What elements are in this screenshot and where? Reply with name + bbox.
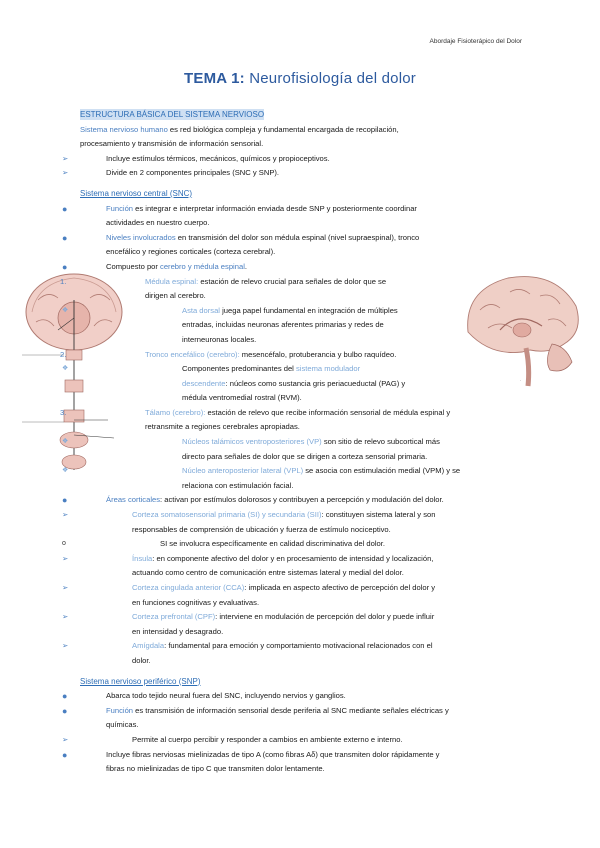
list-item: ➢ Incluye estímulos térmicos, mecánicos, químicos y propioceptivos. bbox=[62, 153, 330, 163]
intro-paragraph: Sistema nervioso humano es red biológica compleja y fundamental encargada de recopilación, bbox=[80, 124, 399, 134]
list-item: ➢ Amígdala: fundamental para emoción y comportamiento motivacional relacionados con el bbox=[62, 641, 433, 651]
list-item: ➢ Corteza somatosensorial primaria (SI) y secundaria (SII): constituyen sistema lateral y son bbox=[62, 510, 436, 520]
list-item: 2. Tronco encefálico (cerebro): mesencéfalo, protuberancia y bulbo raquídeo. bbox=[60, 349, 397, 359]
list-item: ➢ Corteza prefrontal (CPF): interviene en modulación de percepción del dolor y puede influir bbox=[62, 612, 435, 622]
list-item: ● Compuesto por cerebro y médula espinal. bbox=[62, 261, 248, 272]
list-item: o SI se involucra específicamente en calidad discriminativa del dolor. bbox=[62, 539, 385, 549]
document-body: ESTRUCTURA BÁSICA DEL SISTEMA NERVIOSO Sistema nervioso humano es red biológica compleja y fundamental encargada de recopilación, procesamiento y transmisión de información sensorial. ➢ Incluye estímulos térmicos, mecánicos, químicos y propioceptivos. ➢ Divide en 2 componentes principales (SNC y SNP). Sistema nervioso central (SNC) ● Función es integrar e interpretar información enviada desde SNP y posteriormente coordinar actividades en nuestro cuerpo. ● Niveles involucrados en transmisión del dolor son médula espinal (nivel supraespinal), tronco encefálico y regiones corticales (corteza cerebral). ● Compuesto por cerebro y médula espinal. 1. Médula espinal: estación de relevo crucial para señales de dolor que se dirigen al cerebro. ❖ Asta dorsal juega papel fundamental en integración de múltiples entradas, incluidas neuronas aferentes primarias y redes de interneuronas locales. 2. Tronco encefálico (cerebro): mesencéfalo, protuberancia y bulbo raquídeo. ❖ Componentes predominantes del sistema modulador descendente: núcleos como sustancia gris periacueductal (PAG) y médula ventromedial rostral (RVM). 3. Tálamo (cerebro): estación de relevo que recibe información sensorial de médula espinal y retransmite a regiones cerebrales apropiadas. ❖ Núcleos talámicos ventroposteriores (VP) son sitio de relevo subcortical más directo para señales de dolor que se dirigen a corteza sensorial primaria. ❖ Núcleo anteroposterior lateral (VPL) se asocia con estimulación medial (VPM) y se relaciona con estimulación facial. ● Áreas corticales: activan por estímulos dolorosos y contribuyen a percepción y modulación del dolor. ➢ Corteza somatosensorial primaria (SI) y secundaria (SII): constituyen sistema lateral y son responsables de comprensión de ubicación y fuerza de estímulo nociceptivo. o SI se involucra específicamente en calidad discriminativa del dolor. ➢ Ínsula: en componente afectivo del dolor y en procesamiento de intensidad y localización, actuando como centro de comunicación entre sistemas lateral y medial del dolor. ➢ Corteza cingulada anterior (CCA): implicada en aspecto afectivo de percepción del dolor y en funciones cognitivas y evaluativas. ➢ Corteza prefrontal (CPF): interviene en modulación de percepción del dolor y puede influir en intensidad y desagrado. ➢ Amígdala: fundamental para emoción y comportamiento motivacional relacionados con el dolor. Sistema nervioso periférico (SNP) ● Abarca todo tejido neural fuera del SNC, incluyendo nervios y ganglios. ● Función es transmisión de información sensorial desde periferia al SNC mediante señales eléctricas y químicas. ➢ Permite al cuerpo percibir y responder a cambios en ambiente externo e interno. ● Incluye fibras nerviosas mielinizadas de tipo A (como fibras Aδ) que transmiten dolor rápidamente y fibras no mielinizadas de tipo C que transmiten dolor lentamente. bbox=[78, 108, 520, 777]
list-item: ● Áreas corticales: activan por estímulos dolorosos y contribuyen a percepción y modulación del dolor. bbox=[62, 495, 444, 506]
list-item: 3. Tálamo (cerebro): estación de relevo que recibe información sensorial de médula espinal y bbox=[60, 407, 451, 417]
page-title bbox=[0, 70, 600, 87]
list-item: ➢ Permite al cuerpo percibir y responder a cambios en ambiente externo e interno. bbox=[62, 734, 403, 744]
title-main: Neurofisiología del dolor bbox=[249, 70, 416, 87]
svg-text:·: · bbox=[520, 378, 522, 383]
section-heading-snp: Sistema nervioso periférico (SNP) bbox=[80, 676, 201, 686]
list-item: ➢ Corteza cingulada anterior (CCA): implicada en aspecto afectivo de percepción del dolor y bbox=[62, 583, 436, 592]
list-item: ● Función es integrar e interpretar información enviada desde SNP y posteriormente coordinar bbox=[62, 203, 417, 214]
section-heading-estructura: ESTRUCTURA BÁSICA DEL SISTEMA NERVIOSO bbox=[80, 110, 265, 119]
section-heading-snc: Sistema nervioso central (SNC) bbox=[80, 188, 193, 198]
title-prefix: TEMA 1: bbox=[184, 70, 245, 87]
list-item: ● Niveles involucrados en transmisión del dolor son médula espinal (nivel supraespinal), tronco bbox=[62, 232, 420, 243]
list-item: ❖ Componentes predominantes del sistema modulador bbox=[62, 364, 361, 374]
list-item: ● Abarca todo tejido neural fuera del SNC, incluyendo nervios y ganglios. bbox=[62, 691, 346, 702]
list-item: ➢ Ínsula: en componente afectivo del dolor y en procesamiento de intensidad y localización, bbox=[62, 553, 434, 563]
list-item: ❖ Núcleos talámicos ventroposteriores (VP) son sitio de relevo subcortical más bbox=[62, 437, 440, 447]
list-item: ➢ Divide en 2 componentes principales (SNC y SNP). bbox=[62, 168, 280, 178]
running-header: Abordaje Fisioterápico del Dolor bbox=[429, 38, 522, 45]
list-item: 1. Médula espinal: estación de relevo crucial para señales de dolor que se bbox=[60, 276, 387, 286]
list-item: ● Función es transmisión de información sensorial desde periferia al SNC mediante señales eléctricas y bbox=[62, 705, 449, 716]
list-item: ● Incluye fibras nerviosas mielinizadas de tipo A (como fibras Aδ) que transmiten dolor rápidamente y bbox=[62, 749, 440, 760]
list-item: ❖ Asta dorsal juega papel fundamental en integración de múltiples bbox=[62, 305, 398, 315]
list-item: ❖ Núcleo anteroposterior lateral (VPL) se asocia con estimulación medial (VPM) y se bbox=[62, 466, 461, 476]
